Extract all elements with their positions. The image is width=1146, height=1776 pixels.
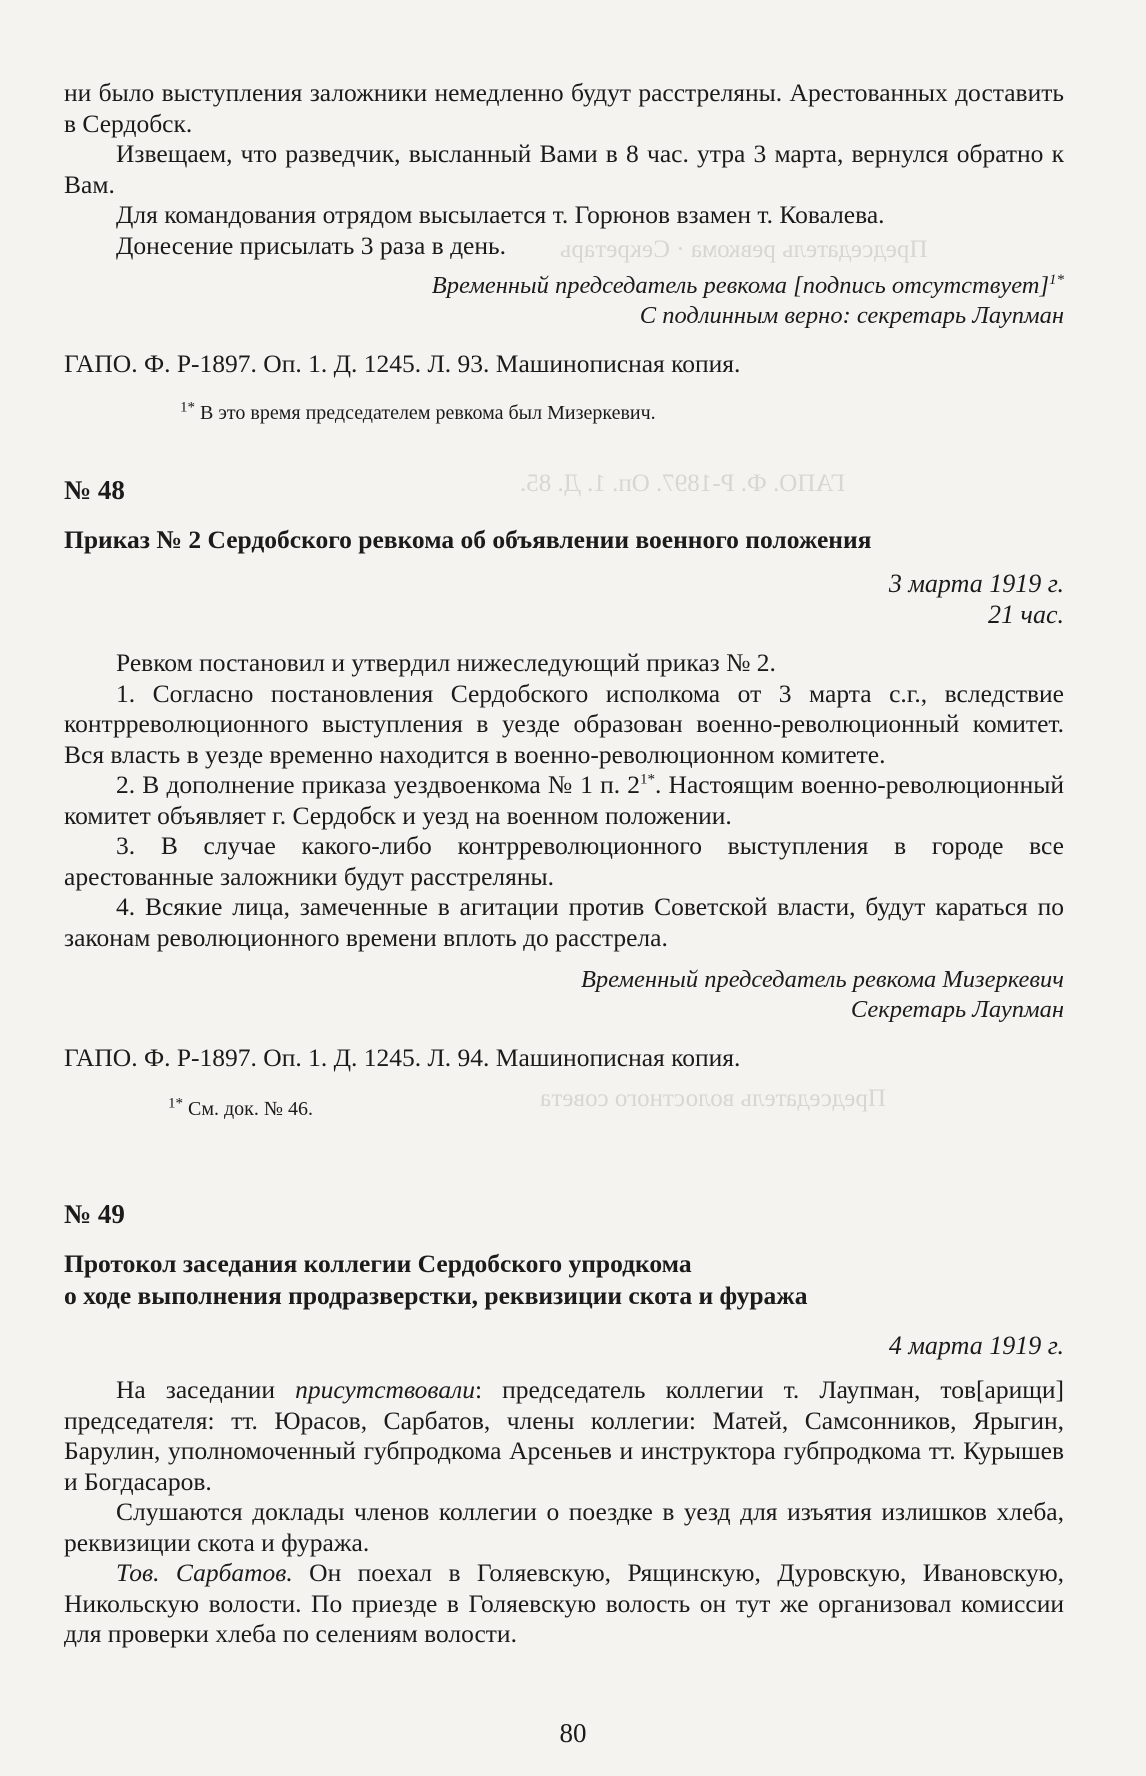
doc49-title-line-2: о ходе выполнения продразверстки, реквизиции скота и фуража <box>64 1281 808 1310</box>
prev-footnote <box>64 401 1064 425</box>
doc49-title-line-1: Протокол заседания коллегии Сердобского упродкома <box>64 1249 692 1278</box>
doc49-para-3-b: Он поехал в Голяевскую, Рящинскую, Дуровскую, Ивановскую, Никольскую волости. По приезде в Голяевскую волость он тут же организовал комиссии для проверки хлеба по селениям волости. <box>64 1558 1064 1648</box>
prev-certified: С подлинным верно: секретарь Лаупман <box>639 302 1064 329</box>
doc49-date: 4 марта 1919 г. <box>888 1331 1064 1360</box>
doc49-para-1-b: : председатель коллегии т. Лаупман, тов[арищи] председателя: тт. Юрасов, Сарбатов, члены коллегии: Матей, Самсонников, Ярыгин, Барулин, уполномоченный губпродкома Арсеньев и инструктора губпродкома тт. Курышев и Богдасаров. <box>64 1375 1064 1496</box>
document-49 <box>64 1198 1064 1650</box>
doc48-item-1: 1. Согласно постановления Сердобского исполкома от 3 марта с.г., вследствие контрреволюционного выступления в уезде образован военно-революционный комитет. Вся власть в уезде временно находится в военно-революционном комитете. <box>64 678 1064 769</box>
bleed-through-text: ГАПО. Ф. Р-1897. Оп. 1. Д. 85. <box>520 470 846 497</box>
doc49-para-3-em: Тов. Сарбатов. <box>116 1558 293 1587</box>
prev-para-1: ни было выступления заложники немедленно будут расстреляны. Арестованных доставить в Сердобск. <box>64 78 1064 138</box>
doc48-footnote <box>64 1097 1064 1121</box>
doc48-item-3: 3. В случае какого-либо контрреволюционного выступления в городе все арестованные заложники будут расстреляны. <box>64 831 1064 891</box>
page-number: 80 <box>559 1718 587 1748</box>
doc48-time: 21 час. <box>988 600 1064 629</box>
doc48-footnote-mark: 1* <box>168 1095 183 1112</box>
doc48-date: 3 марта 1919 г. <box>888 569 1064 598</box>
doc49-para-1-em: присутствовали <box>295 1375 475 1404</box>
doc48-intro: Ревком постановил и утвердил нижеследующий приказ № 2. <box>116 648 776 677</box>
prev-footnote-text: В это время председателем ревкома был Мизеркевич. <box>200 402 656 424</box>
doc48-source: ГАПО. Ф. Р-1897. Оп. 1. Д. 1245. Л. 94. Машинописная копия. <box>64 1043 741 1072</box>
doc48-sign-secretary: Секретарь Лаупман <box>850 996 1064 1023</box>
doc49-para-1-a: На заседании <box>116 1375 296 1404</box>
bleed-through-text: Председатель волостного совета <box>540 1085 886 1112</box>
document-48 <box>64 474 1064 1121</box>
doc48-item-4: 4. Всякие лица, замеченные в агитации против Советской власти, будут караться по законам революционного времени вплоть до расстрела. <box>64 892 1064 952</box>
bleed-through-text: Председатель ревкома · Секретарь <box>560 236 928 263</box>
doc48-item-2-b: . Настоящим военно-революционный комитет объявляет г. Сердобск и уезд на военном положении. <box>64 770 1064 830</box>
doc48-sign-chair: Временный председатель ревкома Мизеркевич <box>580 966 1064 993</box>
prev-source: ГАПО. Ф. Р-1897. Оп. 1. Д. 1245. Л. 93. Машинописная копия. <box>64 349 741 378</box>
prev-para-2: Извещаем, что разведчик, высланный Вами в 8 час. утра 3 марта, вернулся обратно к Вам. <box>64 139 1064 199</box>
doc48-item-2 <box>64 770 1064 831</box>
doc49-para-2: Слушаются доклады членов коллегии о поездке в уезд для изъятия излишков хлеба, реквизиции скота и фуража. <box>64 1497 1064 1557</box>
doc49-number: № 49 <box>64 1199 125 1229</box>
prev-signature <box>64 271 1064 301</box>
doc48-number: № 48 <box>64 475 125 505</box>
prev-para-4: Донесение присылать 3 раза в день. <box>116 230 507 260</box>
doc49-para-3 <box>64 1558 1064 1650</box>
doc48-item-2-fn: 1* <box>640 771 656 788</box>
prev-signature-text: Временный председатель ревкома [подпись отсутствует] <box>431 272 1049 299</box>
doc48-title: Приказ № 2 Сердобского ревкома об объявлении военного положения <box>64 525 872 554</box>
prev-signature-fn: 1* <box>1049 271 1064 288</box>
prev-para-3: Для командования отрядом высылается т. Горюнов взамен т. Ковалева. <box>116 200 885 229</box>
prev-document <box>64 78 1064 425</box>
prev-footnote-mark: 1* <box>180 399 195 416</box>
doc49-para-1 <box>64 1375 1064 1497</box>
doc48-footnote-text: См. док. № 46. <box>188 1098 313 1120</box>
doc48-item-2-a: 2. В дополнение приказа уездвоенкома № 1 п. 2 <box>116 770 641 799</box>
